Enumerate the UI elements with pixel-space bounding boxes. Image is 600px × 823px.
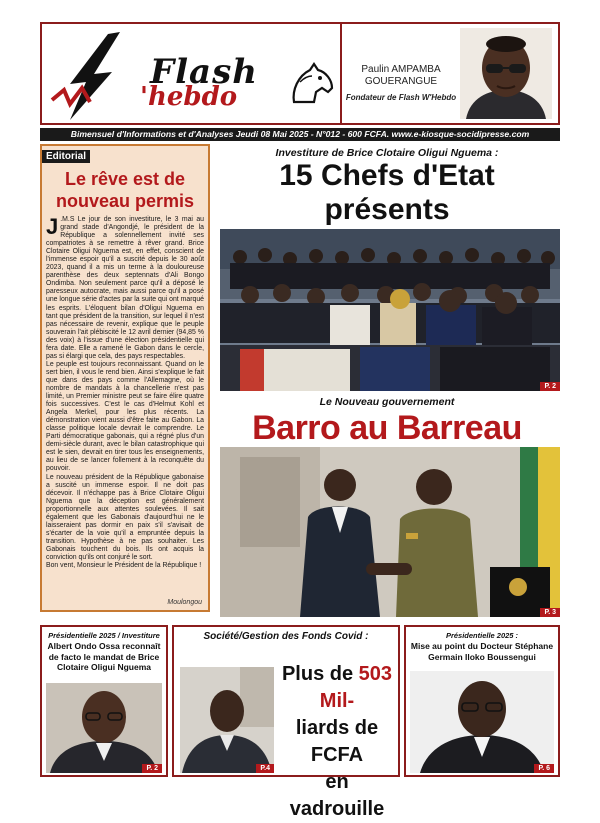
editorial-paragraph: Le peuple est toujours reconnaissant. Quand on le sert bien, il vous le rend bien. Ainsi s'explique le fait que dans des pays comme l'Allemagne, où le nombre de mandats à la chancellerie n'est pas limité, un Premier ministre peut se faire élire quatre fois successives. C'est le cas d'Helmut Kohl et Angela Merkel, pour les plus récents. La démonstration vient aussi d'être faite au Gabon. La classe politique locale devrait le comprendre. Le Parti démocratique gabonais, qui a régné plus d'un demi-siècle durant, avec le bilan catastrophique qui est le sien, devrait en tirer tous les enseignements, au lieu de se lancer follement à la reconquête du pouvoir. bbox=[46, 360, 204, 473]
founder-name-first: Paulin AMPAMBA bbox=[361, 64, 441, 75]
second-kicker: Le Nouveau gouvernement bbox=[319, 396, 455, 408]
founder-role: Fondateur de Flash W'Hebdo bbox=[345, 93, 457, 102]
page-ref-badge: P. 6 bbox=[534, 764, 554, 773]
page-ref-badge: P. 2 bbox=[142, 764, 162, 773]
founder-name-last: GOUERANGUE bbox=[364, 76, 438, 87]
iloko-boussengui-portrait bbox=[410, 671, 554, 773]
editorial-paragraph: .M.S Le jour de son investiture, le 3 mai au grand stade d'Angondjé, le président de la République a solennellement invité ses compatriotes à se remettre à rêver grand. Brice Clotaire Oligui Nguema est, en effet, conscient de l'immense espoir qu'il a suscité depuis le 30 août 2023, quand il a mis un terme à la douloureuse parenthèse des deux septennats d'Ali Bongo Ondimba. Non seulement parce qu'il a déposé le paresseux autocrate, mais aussi parce qu'il a posé une longue série d'actes par la suite qui ont marqué les esprits. L'éloquent bilan d'Oligui Nguema en tant que président de la transition, sur lequel il n'est pas nécessaire de revenir, explique que le peuple souverain l'ait plébiscité le 12 avril dernier (94,85 % des voix) à l'issue d'une élection présidentielle qui fera date. Elle a ramené le Gabon dans le cercle, pas si élargi que cela, des pays respectables. bbox=[46, 216, 204, 360]
inauguration-photo bbox=[220, 229, 560, 391]
teaser-kicker: Présidentielle 2025 : bbox=[445, 631, 519, 640]
lead-kicker: Investiture de Brice Clotaire Oligui Nguema : bbox=[275, 147, 499, 159]
covid-official-photo bbox=[180, 667, 274, 773]
page-ref-badge: P. 2 bbox=[540, 382, 560, 391]
covid-headline: Plus de 503 Mil- liards de FCFA en vadrouille bbox=[281, 663, 393, 820]
editorial-label: Editorial bbox=[42, 150, 90, 163]
second-headline[interactable]: Barro au Barreau bbox=[252, 409, 522, 447]
horse-head-icon bbox=[288, 62, 336, 106]
teaser-kicker: Présidentielle 2025 / Investiture bbox=[48, 631, 160, 640]
teaser-box-iloko-boussengui[interactable] bbox=[404, 625, 560, 777]
handshake-photo bbox=[220, 447, 560, 617]
teaser-box-ondo-ossa[interactable] bbox=[40, 625, 168, 777]
flash-hebdo-logo: Flash 'hebdo bbox=[50, 28, 340, 122]
teaser-title: Mise au point du Docteur Stéphane Germain Iloko Boussengui bbox=[410, 641, 554, 662]
page-ref-badge: P.4 bbox=[256, 764, 274, 773]
editorial-paragraph: Bon vent, Monsieur le Président de la République ! bbox=[46, 562, 202, 570]
teaser-kicker: Société/Gestion des Fonds Covid : bbox=[203, 631, 369, 642]
editorial-paragraph: Le nouveau président de la République gabonaise a suscité un immense espoir. Il ne doit pas décevoir. Il n'échappe pas à Brice Clotaire Oligui Nguema que la déception est généralement proportionnelle aux attentes soulevées. Il sait également que les Gabonais d'aujourd'hui ne le laisseraient pas dormir en paix s'il s'avisait de s'écarter de la voie qu'il a empruntée depuis la transition. Hypothèse à ne pas souhaiter. Les Gabonais touchent du bois. Ils ont acquis la conviction qu'ils ont conjuré le sort. bbox=[46, 473, 204, 561]
page-ref-badge: P. 3 bbox=[540, 608, 560, 617]
lead-headline-line1: 15 Chefs d'Etat présents bbox=[279, 159, 495, 226]
drop-cap: J bbox=[46, 214, 59, 239]
issue-info-bar: Bimensuel d'Informations et d'Analyses Jeudi 08 Mai 2025 - N°012 - 600 FCFA. www.e-kiosque-socidipresse.com bbox=[40, 128, 560, 141]
editorial-title: Le rêve est de nouveau permis bbox=[55, 169, 195, 211]
masthead bbox=[40, 22, 560, 125]
teaser-box-covid-funds[interactable] bbox=[172, 625, 400, 820]
editorial-body bbox=[42, 216, 208, 570]
editorial-column bbox=[40, 144, 210, 612]
ondo-ossa-portrait bbox=[46, 683, 162, 773]
editorial-signature: Moulongou bbox=[167, 599, 202, 606]
teaser-title: Albert Ondo Ossa reconnaît de facto le mandat de Brice Clotaire Oligui Nguema bbox=[47, 641, 161, 672]
founder-portrait bbox=[460, 28, 552, 119]
founder-block bbox=[340, 24, 460, 123]
